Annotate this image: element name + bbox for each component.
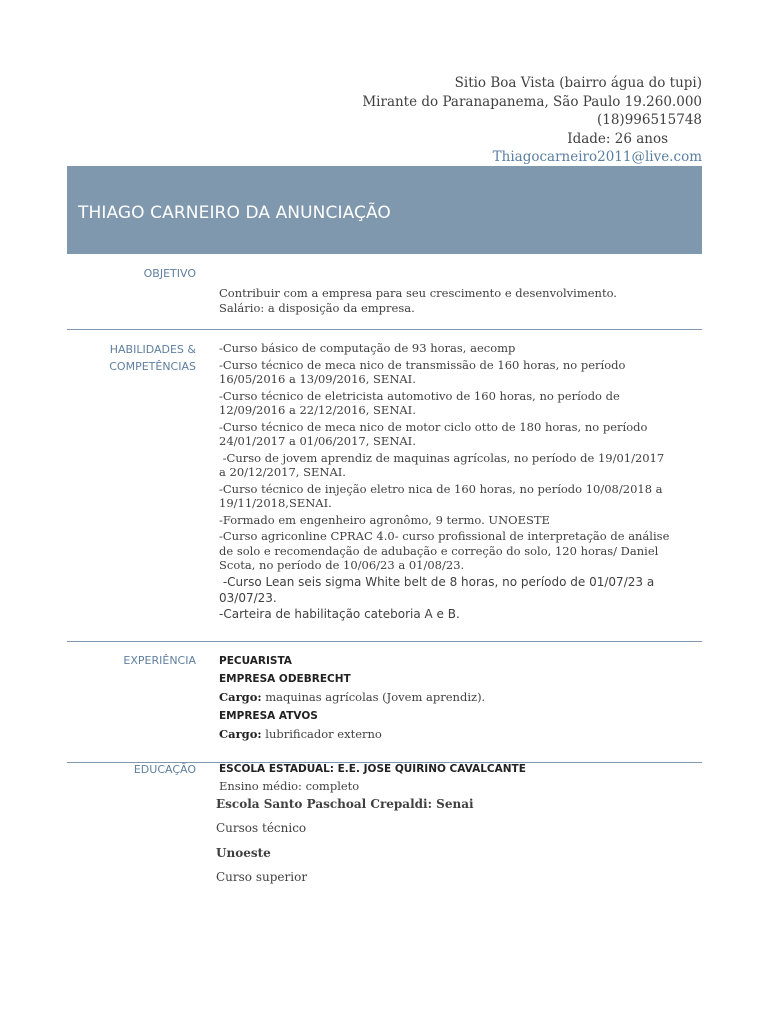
education-content — [219, 761, 679, 795]
skill-item: -Curso técnico de injeção eletro nica de 160 horas, no período 10/08/2018 a 19/11/2018,SENAI. — [219, 481, 663, 510]
job-title: PECUARISTA — [219, 655, 292, 667]
school-level: Cursos técnico — [216, 821, 307, 835]
candidate-name: THIAGO CARNEIRO DA ANUNCIAÇÃO — [78, 203, 391, 223]
school-name: ESCOLA ESTADUAL: E.E. JOSE QUIRINO CAVALCANTE — [219, 763, 526, 775]
school-level: Curso superior — [216, 870, 308, 884]
school-name: Unoeste — [216, 846, 271, 860]
name-banner — [67, 166, 702, 254]
cargo-label: Cargo: — [219, 690, 262, 704]
section-label-experience: EXPERIÊNCIA — [123, 654, 196, 667]
cargo-value: maquinas agrícolas (Jovem aprendiz). — [261, 690, 486, 704]
contact-block — [362, 74, 702, 167]
company-name: EMPRESA ATVOS — [219, 709, 318, 722]
cargo-line — [219, 725, 679, 744]
phone: (18)996515748 — [596, 112, 702, 128]
skill-item: -Curso básico de computação de 93 horas, aecomp — [219, 341, 516, 355]
section-label-education: EDUCAÇÃO — [133, 763, 196, 776]
skill-item: -Curso de jovem aprendiz de maquinas agrícolas, no período de 19/01/2017 a 20/12/2017, SENAI. — [219, 450, 668, 479]
email-link[interactable]: Thiagocarneiro2011@live.com — [492, 149, 702, 165]
school-name: Escola Santo Paschoal Crepaldi: Senai — [216, 797, 474, 811]
objective-text: Contribuir com a empresa para seu crescimento e desenvolvimento. — [219, 286, 617, 300]
skill-item: -Curso agriconline CPRAC 4.0- curso profissional de interpretação de análise de solo e recomendação de adubação e correção do solo, 120 horas/ Daniel Scota, no período de 10/06/23 a 01/08/23. — [219, 529, 670, 572]
objective-content — [219, 286, 679, 315]
skill-item: -Formado em engenheiro agronômo, 9 termo. UNOESTE — [219, 512, 550, 527]
skill-item: -Curso técnico de meca nico de motor ciclo otto de 180 horas, no período 24/01/2017 a 01/06/2017, SENAI. — [219, 419, 648, 448]
skills-content — [219, 341, 671, 623]
section-label-objective: OBJETIVO — [143, 267, 196, 280]
cargo-value: lubrificador externo — [261, 726, 382, 741]
cargo-label: Cargo: — [219, 726, 262, 741]
section-divider — [67, 641, 702, 642]
skill-item: -Curso técnico de eletricista automotivo de 160 horas, no período de 12/09/2016 a 22/12/2016, SENAI. — [219, 388, 620, 417]
cargo-line — [219, 688, 679, 707]
salary-text: Salário: a disposição da empresa. — [219, 300, 415, 315]
company-name: EMPRESA ODEBRECHT — [219, 673, 351, 685]
skill-item: -Curso Lean seis sigma White belt de 8 horas, no período de 01/07/23 a 03/07/23. — [219, 574, 658, 605]
address-line-1: Sitio Boa Vista (bairro água do tupi) — [454, 75, 702, 91]
skills-label-line-1: HABILIDADES & — [109, 343, 196, 356]
section-label-skills — [109, 341, 196, 375]
skills-label-line-2: COMPETÊNCIAS — [109, 360, 196, 373]
age: Idade: 26 anos — [567, 130, 668, 147]
experience-content — [219, 652, 679, 743]
skill-item: -Carteira de habilitação cateboria A e B. — [219, 606, 460, 621]
school-level: Ensino médio: completo — [219, 779, 360, 793]
address-line-2: Mirante do Paranapanema, São Paulo 19.260.000 — [362, 93, 702, 110]
skill-item: -Curso técnico de meca nico de transmissão de 160 horas, no período 16/05/2016 a 13/09/2016, SENAI. — [219, 357, 626, 386]
section-divider — [67, 329, 702, 330]
